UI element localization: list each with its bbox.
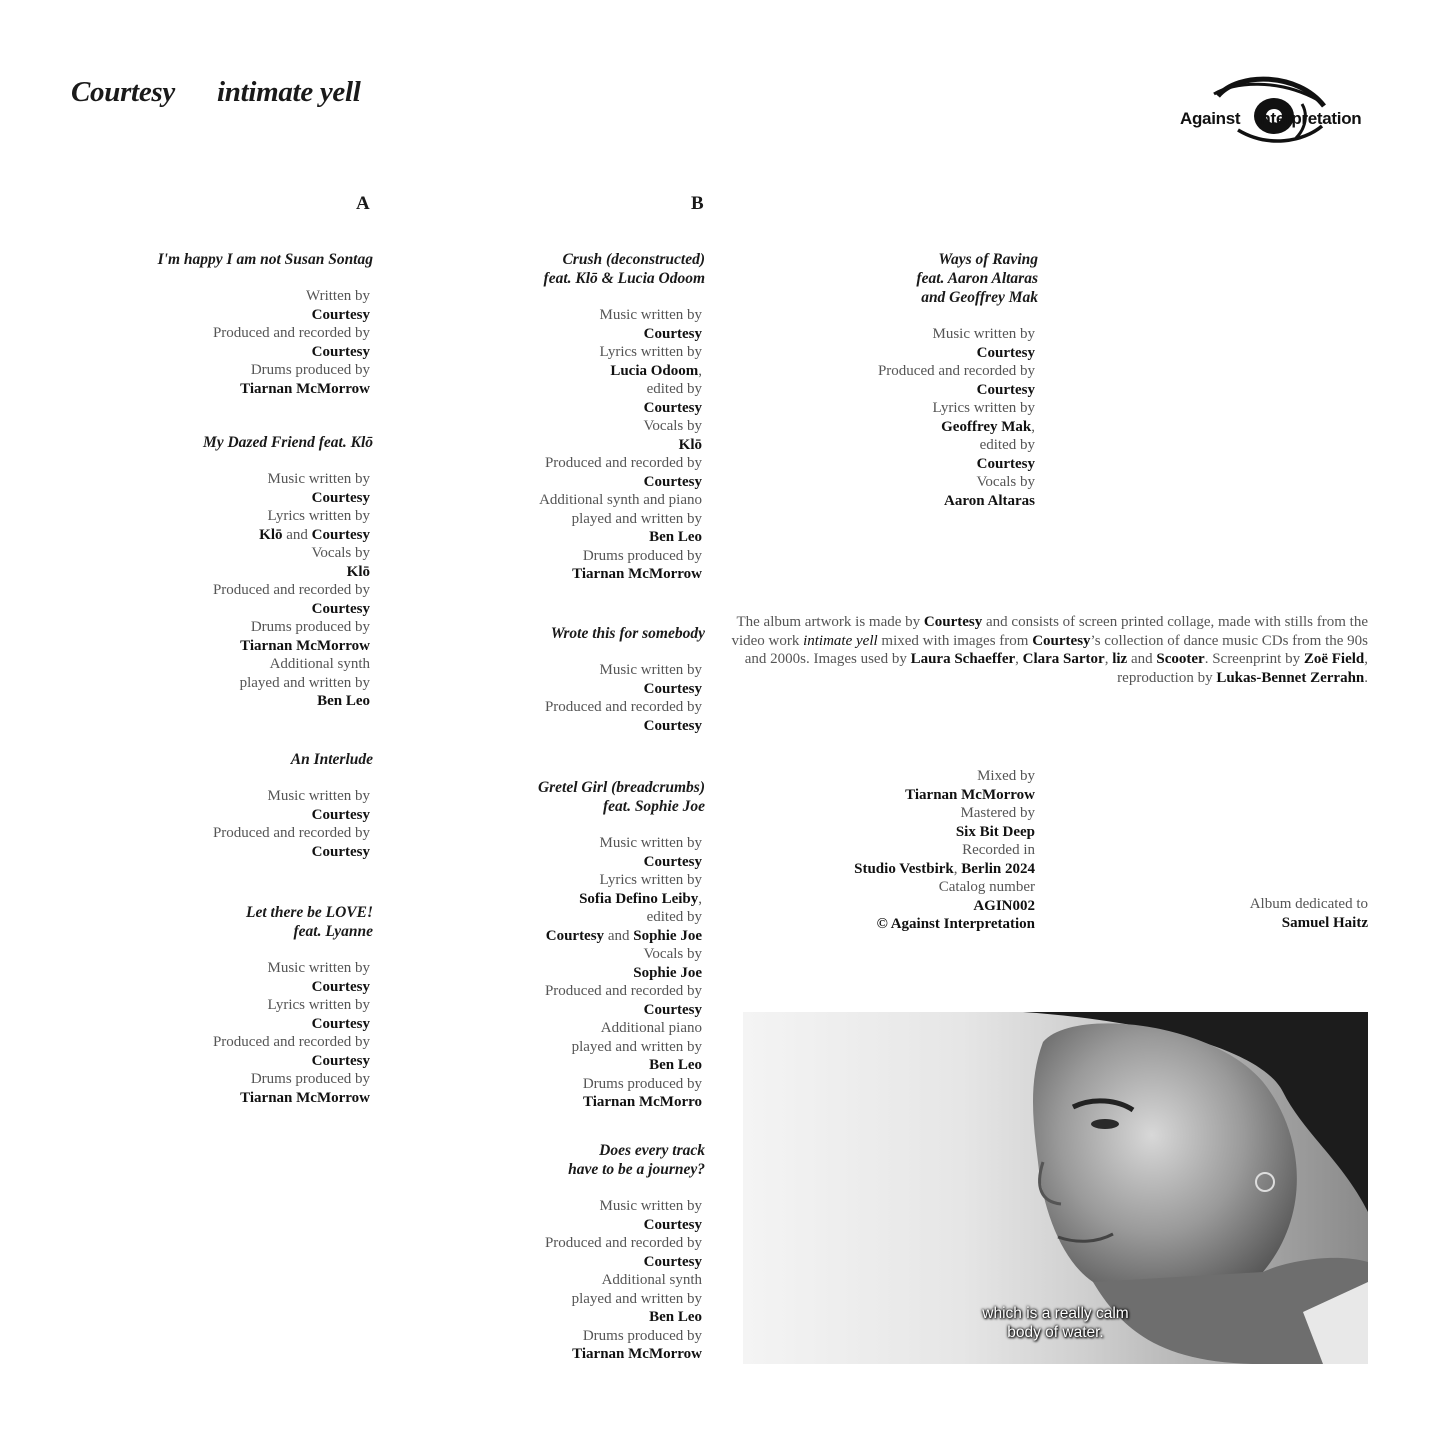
track-credits <box>402 661 702 735</box>
credit-label: played and written by <box>239 674 370 691</box>
credit-label: and <box>604 927 634 944</box>
credit-name: Courtesy <box>976 381 1035 398</box>
credit-line <box>402 717 702 736</box>
credit-line <box>402 680 702 699</box>
credit-name: Klō <box>346 563 370 580</box>
credit-name: Courtesy <box>311 600 370 617</box>
track-credits <box>70 959 370 1107</box>
credit-line <box>70 526 370 545</box>
track-side-b-1 <box>402 250 705 584</box>
credit-line <box>715 786 1035 805</box>
credit-name: Tiarnan McMorro <box>582 1094 702 1110</box>
credit-label: Lyrics written by <box>267 997 370 1013</box>
credit-label: , <box>1015 651 1023 667</box>
credit-name: Sophie Joe <box>633 927 702 944</box>
credit-line <box>70 470 370 489</box>
credit-label: Drums produced by <box>250 619 370 635</box>
track-title: My Dazed Friend feat. Klō <box>202 434 373 451</box>
credit-label: Produced and recorded by <box>877 363 1035 379</box>
track-credits <box>70 787 370 861</box>
credit-name: Scooter <box>1156 651 1205 667</box>
credit-label: Music written by <box>599 835 702 851</box>
credit-label: Additional synth <box>601 1272 702 1288</box>
credit-line <box>402 1234 702 1253</box>
credit-label: reproduction by <box>1117 669 1217 686</box>
credit-name: Courtesy <box>643 325 702 342</box>
track-side-b-4 <box>402 1141 705 1364</box>
credit-label: Drums produced by <box>250 1071 370 1087</box>
logo-text-left: Against <box>1180 109 1241 128</box>
credit-name: Courtesy <box>643 1001 702 1018</box>
track-side-a-2 <box>70 433 373 711</box>
credit-line <box>735 455 1035 474</box>
credit-name: Courtesy <box>311 978 370 995</box>
credit-label: Drums produced by <box>250 362 370 378</box>
credit-label: intimate yell <box>803 632 878 649</box>
credit-line <box>402 982 702 1001</box>
credit-label: Music written by <box>267 471 370 487</box>
credit-label: Music written by <box>599 1198 702 1214</box>
track-side-a-4 <box>70 903 373 1107</box>
credit-label: Music written by <box>932 326 1035 342</box>
production-credits <box>715 767 1035 934</box>
credit-label: and <box>1127 651 1157 667</box>
credit-name: Courtesy <box>1032 632 1091 649</box>
track-title: Crush (deconstructed) feat. Klō & Lucia Odoom <box>543 251 705 287</box>
artist-name: Courtesy <box>71 76 175 108</box>
credit-label: edited by <box>979 437 1035 453</box>
credit-label: Music written by <box>267 788 370 804</box>
credit-line <box>402 1038 702 1057</box>
track-side-b-2 <box>402 624 705 735</box>
track-side-c-1 <box>735 250 1038 510</box>
credit-line <box>70 618 370 637</box>
credit-name: Courtesy <box>643 853 702 870</box>
credit-line <box>402 362 702 381</box>
credit-label: Produced and recorded by <box>212 1034 370 1050</box>
credit-name: Berlin 2024 <box>961 860 1035 877</box>
credit-line <box>402 1075 702 1094</box>
video-still-photo <box>743 1012 1368 1364</box>
credit-line <box>402 871 702 890</box>
credit-line <box>70 489 370 508</box>
credit-line <box>735 473 1035 492</box>
credit-label: and <box>282 526 312 543</box>
credit-line <box>402 306 702 325</box>
credit-label: . <box>1364 669 1368 686</box>
artwork-note <box>728 613 1368 687</box>
credit-label: Additional synth <box>269 656 370 672</box>
credit-label: , <box>1104 651 1113 667</box>
credit-label: Vocals by <box>976 474 1035 490</box>
credit-label: Produced and recorded by <box>544 699 702 715</box>
credit-line <box>715 878 1035 897</box>
credit-name: Aaron Altaras <box>944 492 1035 509</box>
credit-line <box>402 964 702 983</box>
credit-line <box>402 399 702 418</box>
credit-line <box>70 692 370 711</box>
track-title: Ways of Raving feat. Aaron Altaras and Geoffrey Mak <box>916 251 1038 306</box>
credit-line <box>715 804 1035 823</box>
side-a-label: A <box>356 193 370 214</box>
credit-line <box>715 767 1035 786</box>
credit-name: Courtesy <box>643 680 702 697</box>
credit-name: Ben Leo <box>649 1057 702 1073</box>
credit-line <box>402 491 702 510</box>
credit-line <box>70 674 370 693</box>
credit-line <box>402 908 702 927</box>
track-title: Does every track have to be a journey? <box>568 1142 705 1178</box>
credit-line <box>402 1271 702 1290</box>
credit-line <box>70 996 370 1015</box>
credit-label: , <box>698 362 702 379</box>
credit-line <box>402 1345 702 1364</box>
credit-line <box>70 978 370 997</box>
credit-name: Courtesy <box>311 1015 370 1032</box>
credit-line <box>735 381 1035 400</box>
credit-name: Tiarnan McMorrow <box>240 637 370 654</box>
credit-label: Lyrics written by <box>932 400 1035 416</box>
credit-line <box>715 823 1035 842</box>
credit-line <box>70 287 370 306</box>
credit-line <box>70 1033 370 1052</box>
track-title: Gretel Girl (breadcrumbs) feat. Sophie Joe <box>537 779 705 815</box>
credit-line <box>70 1089 370 1108</box>
credit-label: Produced and recorded by <box>544 1235 702 1251</box>
credit-label: The album artwork is made by <box>736 614 924 630</box>
credit-name: Clara Sartor <box>1022 651 1105 667</box>
credit-line <box>70 843 370 862</box>
credit-line <box>402 380 702 399</box>
credit-line <box>715 915 1035 934</box>
credit-line <box>728 632 1368 651</box>
credit-line <box>70 655 370 674</box>
credit-label: Music written by <box>267 960 370 976</box>
credit-label: Written by <box>306 288 370 304</box>
credit-line <box>728 613 1368 632</box>
track-title: Wrote this for somebody <box>550 625 705 642</box>
credit-line <box>402 473 702 492</box>
dedication <box>1108 895 1368 932</box>
credit-line <box>735 492 1035 511</box>
credit-line <box>402 547 702 566</box>
track-credits <box>402 1197 702 1364</box>
credit-line <box>70 1070 370 1089</box>
track-title: Let there be LOVE! feat. Lyanne <box>246 904 373 940</box>
credit-line <box>70 324 370 343</box>
credit-name: liz <box>1112 651 1128 667</box>
credit-line <box>735 436 1035 455</box>
credit-label: , <box>1364 651 1368 667</box>
track-side-a-3 <box>70 750 373 861</box>
subtitle-line-1: which is a really calm <box>982 1305 1129 1322</box>
track-credits <box>402 306 702 584</box>
credit-line <box>402 1216 702 1235</box>
credit-line <box>402 1001 702 1020</box>
credit-label: Additional piano <box>600 1020 702 1036</box>
credit-line <box>402 510 702 529</box>
credit-name: Courtesy <box>643 717 702 734</box>
credit-line <box>70 600 370 619</box>
credit-name: Laura Schaeffer <box>910 651 1016 667</box>
credit-line <box>70 343 370 362</box>
credit-label: Drums produced by <box>582 1327 702 1344</box>
credit-label: Lyrics written by <box>599 344 702 360</box>
track-credits <box>402 834 702 1112</box>
credit-label: and 2000s. Images used by <box>744 651 911 667</box>
credit-line <box>70 1015 370 1034</box>
credit-label: , <box>953 860 962 877</box>
credit-label: , <box>698 890 702 907</box>
credit-line <box>402 1327 702 1346</box>
track-title: An Interlude <box>290 751 373 768</box>
credit-line <box>70 581 370 600</box>
credit-name: Courtesy <box>311 306 370 323</box>
credit-line <box>70 380 370 399</box>
credit-line <box>70 507 370 526</box>
credit-line <box>402 1197 702 1216</box>
credit-line <box>402 834 702 853</box>
track-credits <box>735 325 1035 510</box>
credit-label: Additional synth and piano <box>539 492 702 508</box>
credit-label: Music written by <box>599 662 702 678</box>
credit-name: Courtesy <box>643 399 702 416</box>
credit-name: Lucia Odoom <box>610 362 699 379</box>
credit-line <box>402 1308 702 1327</box>
credit-name: Courtesy <box>976 344 1035 361</box>
credit-label: ’s collection of dance music CDs from the 90s <box>1090 632 1368 649</box>
credit-name: Geoffrey Mak <box>941 418 1032 435</box>
credit-name: Courtesy <box>311 343 370 360</box>
credit-line <box>402 698 702 717</box>
track-credits <box>70 287 370 398</box>
credit-line <box>728 669 1368 688</box>
credit-line <box>70 544 370 563</box>
credit-line <box>402 945 702 964</box>
credit-line <box>70 637 370 656</box>
credit-line <box>70 361 370 380</box>
credit-line <box>715 897 1035 916</box>
credit-name: Sophie Joe <box>633 964 702 981</box>
credit-line <box>402 661 702 680</box>
credit-name: Lukas-Bennet Zerrahn <box>1216 669 1365 686</box>
credit-name: Tiarnan McMorrow <box>572 566 702 582</box>
credit-name: Ben Leo <box>317 693 370 709</box>
video-subtitle <box>743 1304 1368 1342</box>
credit-name: Tiarnan McMorrow <box>240 1089 370 1106</box>
credit-name: Courtesy <box>643 1253 702 1270</box>
credit-line <box>70 959 370 978</box>
credit-line <box>70 806 370 825</box>
credit-line <box>735 418 1035 437</box>
credit-line <box>735 362 1035 381</box>
credit-line <box>402 417 702 436</box>
credit-name: Studio Vestbirk <box>854 860 954 877</box>
credit-name: AGIN002 <box>973 897 1035 914</box>
credit-name: Courtesy <box>311 526 370 543</box>
credit-label: Music written by <box>599 307 702 323</box>
credit-label: Vocals by <box>311 545 370 561</box>
credit-name: Courtesy <box>643 1216 702 1233</box>
credit-label: Produced and recorded by <box>544 983 702 999</box>
credit-label: Lyrics written by <box>599 872 702 888</box>
credit-name: Tiarnan McMorrow <box>240 380 370 397</box>
credit-label: Produced and recorded by <box>544 455 702 471</box>
credit-name: © Against Interpretation <box>876 916 1035 932</box>
label-logo <box>1178 74 1370 148</box>
credit-label: , <box>1031 418 1035 435</box>
credit-label: edited by <box>646 381 702 397</box>
credit-line <box>735 399 1035 418</box>
credit-label: Vocals by <box>643 418 702 434</box>
credit-label: played and written by <box>571 1038 702 1055</box>
credit-name: Courtesy <box>643 473 702 490</box>
credit-name: Six Bit Deep <box>955 823 1035 840</box>
subtitle-line-2: body of water. <box>1007 1324 1104 1341</box>
credit-line <box>402 1019 702 1038</box>
credit-line <box>402 1253 702 1272</box>
credit-line <box>402 325 702 344</box>
credit-name: Courtesy <box>311 843 370 860</box>
credit-label: Recorded in <box>962 842 1035 858</box>
credit-name: Ben Leo <box>649 1309 702 1325</box>
credit-label: video work <box>731 632 804 649</box>
side-b-label: B <box>691 193 704 214</box>
credit-line <box>715 841 1035 860</box>
credit-label: Catalog number <box>938 879 1035 895</box>
dedication-name: Samuel Haitz <box>1281 914 1368 931</box>
credit-name: Tiarnan McMorrow <box>905 786 1035 803</box>
credit-line <box>715 860 1035 879</box>
track-side-b-3 <box>402 778 705 1112</box>
credit-label: Drums produced by <box>582 547 702 564</box>
credit-label: edited by <box>646 909 702 925</box>
credit-line <box>402 1093 702 1112</box>
credit-label: Vocals by <box>643 946 702 962</box>
credit-name: Courtesy <box>311 806 370 823</box>
credit-label: Produced and recorded by <box>212 325 370 341</box>
credit-label: and consists of screen printed collage, made with stills from the <box>982 614 1368 630</box>
dedication-label: Album dedicated to <box>1249 896 1368 912</box>
credit-name: Klō <box>259 526 283 543</box>
credit-line <box>735 344 1035 363</box>
credit-line <box>70 563 370 582</box>
credit-line <box>70 787 370 806</box>
track-title: I'm happy I am not Susan Sontag <box>157 251 373 268</box>
credit-line <box>402 528 702 547</box>
credit-name: Zoë Field <box>1303 651 1365 667</box>
credit-line <box>402 853 702 872</box>
credit-label: played and written by <box>571 1290 702 1307</box>
credit-label: Mixed by <box>977 768 1035 784</box>
credit-label: . Screenprint by <box>1204 651 1304 667</box>
credit-label: Produced and recorded by <box>212 582 370 598</box>
credit-name: Courtesy <box>976 455 1035 472</box>
credit-line <box>402 1056 702 1075</box>
credit-line <box>402 1290 702 1309</box>
credit-name: Tiarnan McMorrow <box>572 1346 702 1362</box>
credit-line <box>402 454 702 473</box>
track-side-a-1 <box>70 250 373 398</box>
credit-line <box>402 890 702 909</box>
credit-line <box>728 650 1368 669</box>
credit-line <box>402 343 702 362</box>
credit-line <box>402 927 702 946</box>
credit-label: Produced and recorded by <box>212 825 370 841</box>
credit-line <box>70 824 370 843</box>
credit-name: Ben Leo <box>649 529 702 545</box>
credit-label: mixed with images from <box>877 632 1033 649</box>
credit-label: Lyrics written by <box>267 508 370 524</box>
credit-line <box>402 436 702 455</box>
credit-label: played and written by <box>571 510 702 527</box>
credit-name: Klō <box>678 436 702 453</box>
credit-line <box>70 1052 370 1071</box>
album-title: intimate yell <box>217 76 361 108</box>
credit-name: Courtesy <box>311 1052 370 1069</box>
credit-line <box>402 565 702 584</box>
credit-name: Courtesy <box>545 927 605 944</box>
credit-label: Drums produced by <box>582 1075 702 1092</box>
credit-name: Sofia Defino Leiby <box>579 890 699 907</box>
logo-text-right: Interpretation <box>1256 109 1362 128</box>
credit-line <box>735 325 1035 344</box>
track-credits <box>70 470 370 711</box>
credit-name: Courtesy <box>923 614 983 630</box>
credit-label: Mastered by <box>960 805 1035 821</box>
credit-line <box>70 306 370 325</box>
credit-name: Courtesy <box>311 489 370 506</box>
